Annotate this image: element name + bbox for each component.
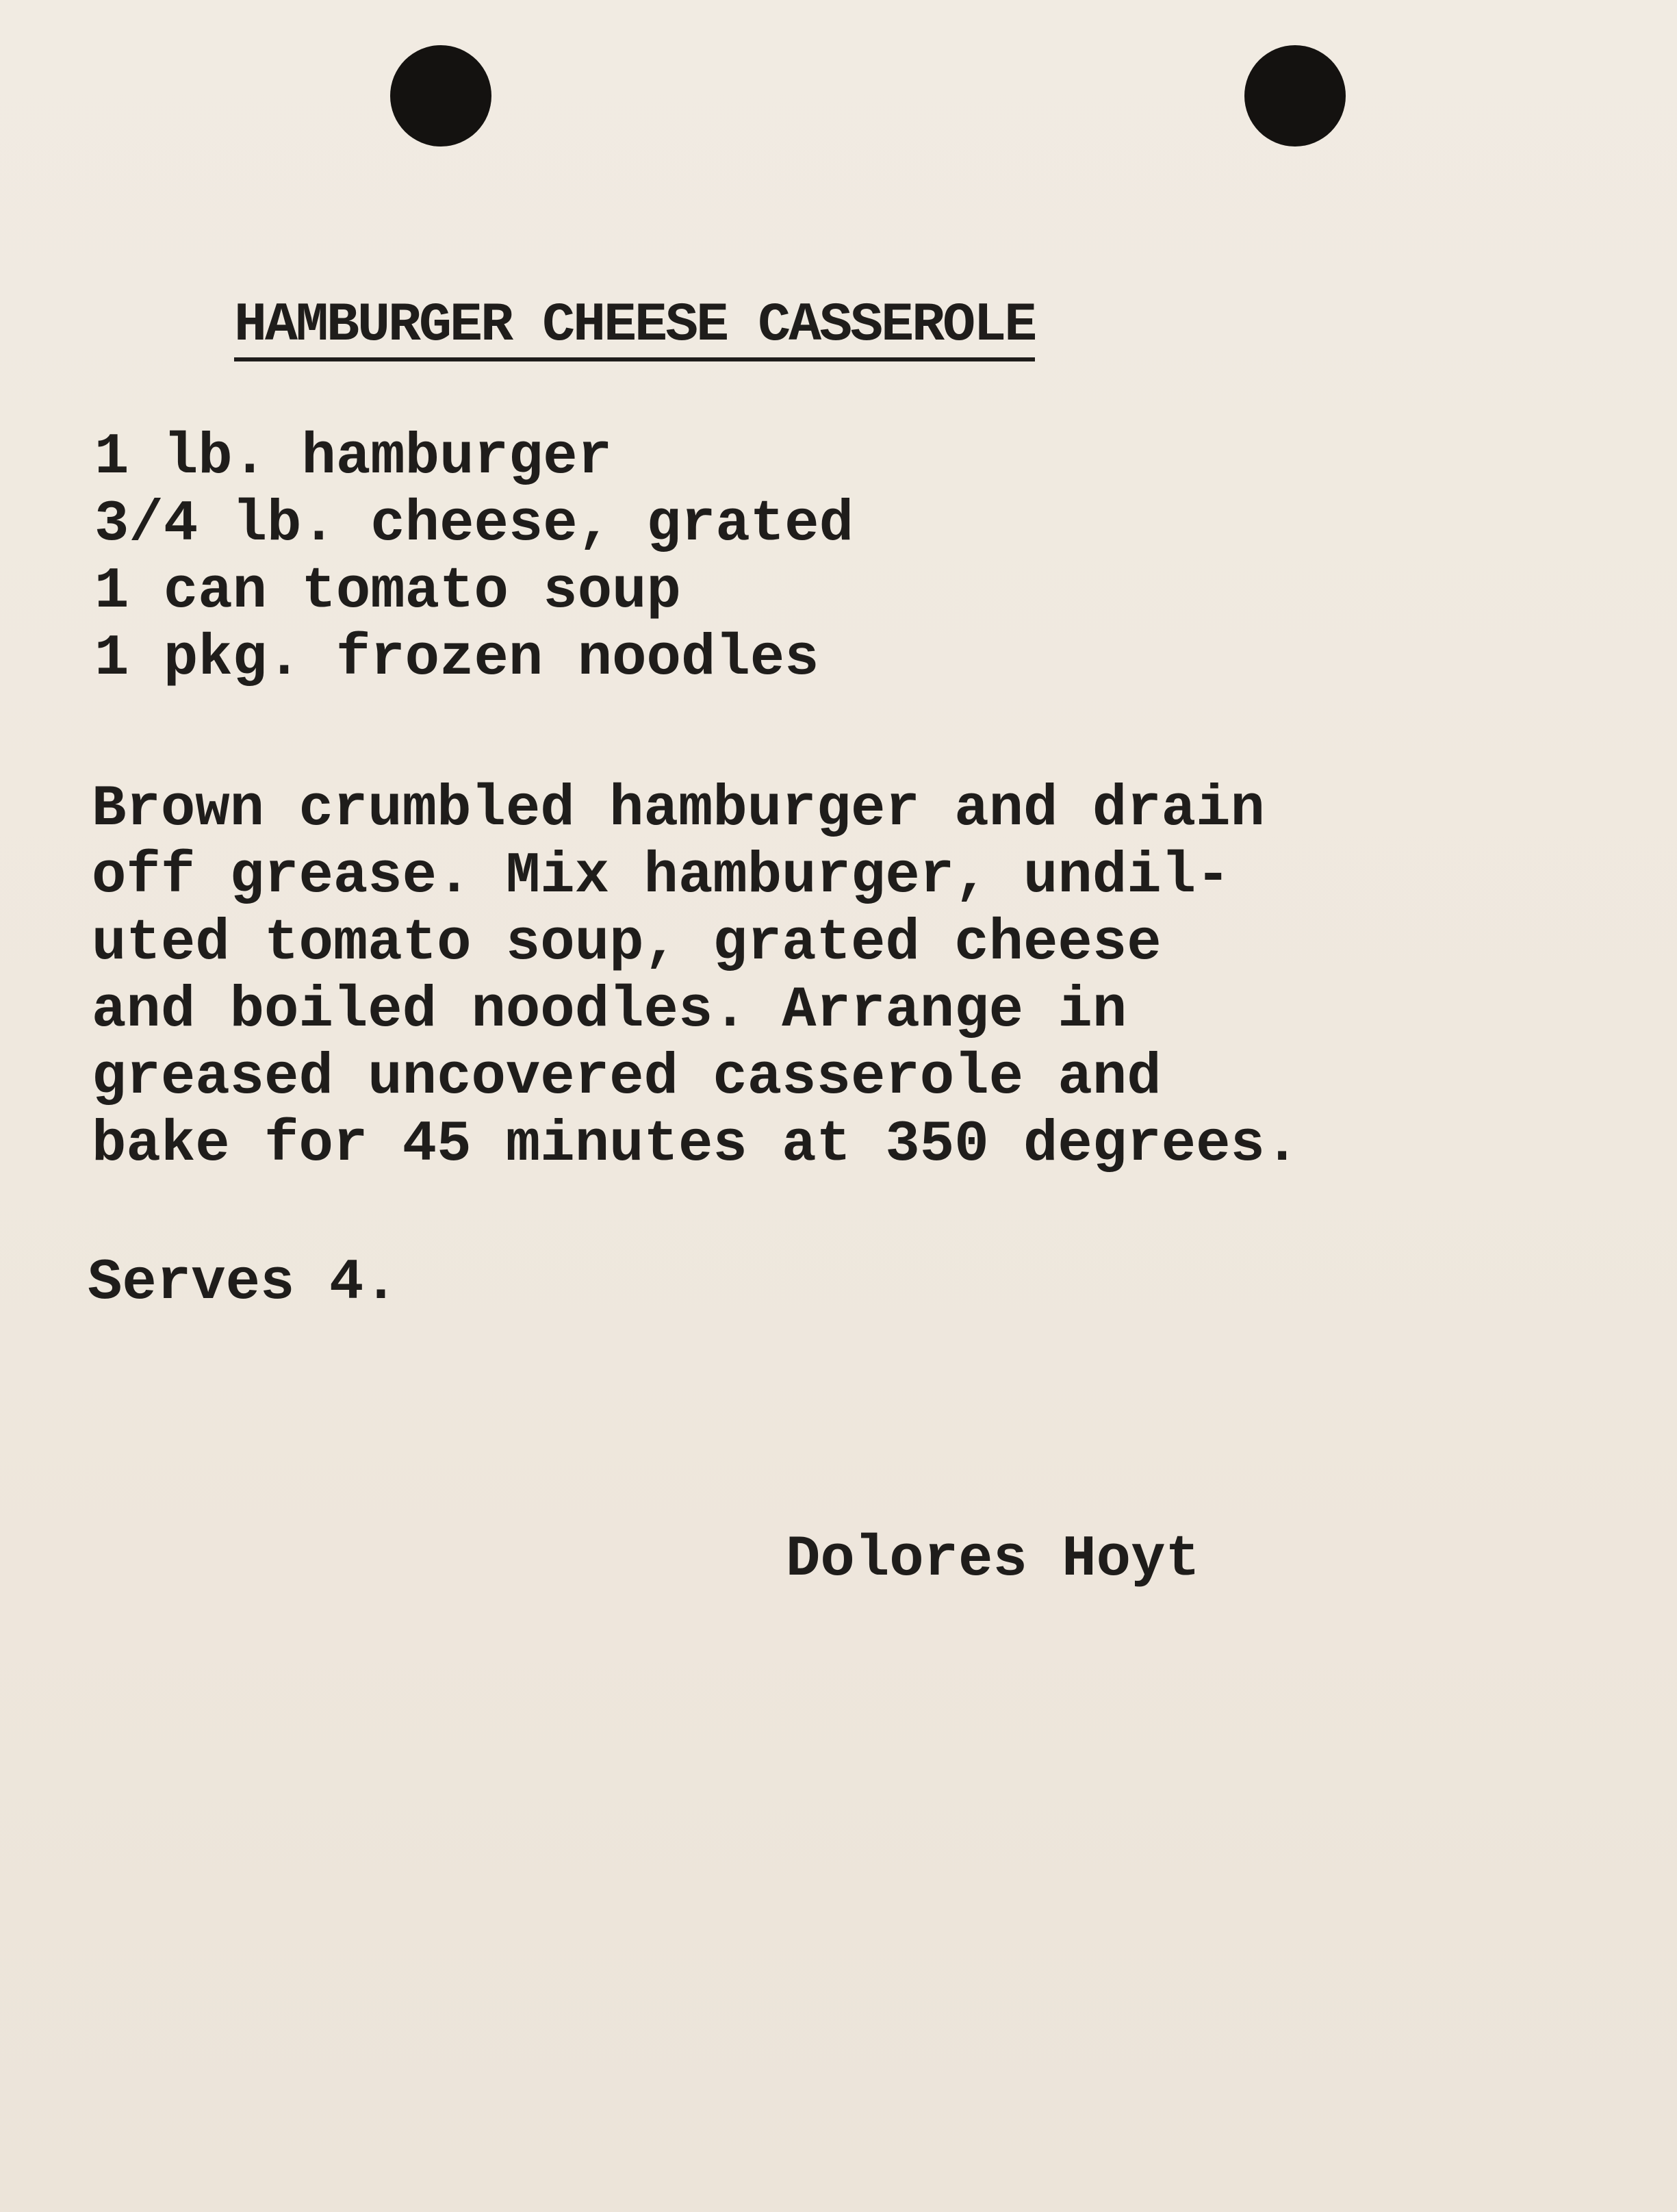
recipe-author: Dolores Hoyt — [786, 1527, 1200, 1592]
instruction-line: Brown crumbled hamburger and drain — [92, 777, 1265, 842]
recipe-title: HAMBURGER CHEESE CASSEROLE — [234, 294, 1035, 361]
instruction-line: bake for 45 minutes at 350 degrees. — [92, 1113, 1300, 1178]
ingredient-item: 1 can tomato soup — [94, 559, 681, 624]
instruction-line: greased uncovered casserole and — [92, 1045, 1162, 1110]
instruction-line: and boiled noodles. Arrange in — [92, 978, 1127, 1043]
instruction-line: uted tomato soup, grated cheese — [92, 911, 1162, 976]
punch-hole-right — [1244, 45, 1346, 147]
instructions — [92, 776, 1299, 1179]
ingredient-list — [94, 424, 854, 693]
ingredient-item: 3/4 lb. cheese, grated — [94, 492, 854, 557]
punch-hole-left — [390, 45, 491, 147]
ingredient-item: 1 pkg. frozen noodles — [94, 626, 819, 691]
instruction-line: off grease. Mix hamburger, undil- — [92, 844, 1231, 909]
serving-size: Serves 4. — [88, 1251, 398, 1316]
ingredient-item: 1 lb. hamburger — [94, 425, 613, 490]
